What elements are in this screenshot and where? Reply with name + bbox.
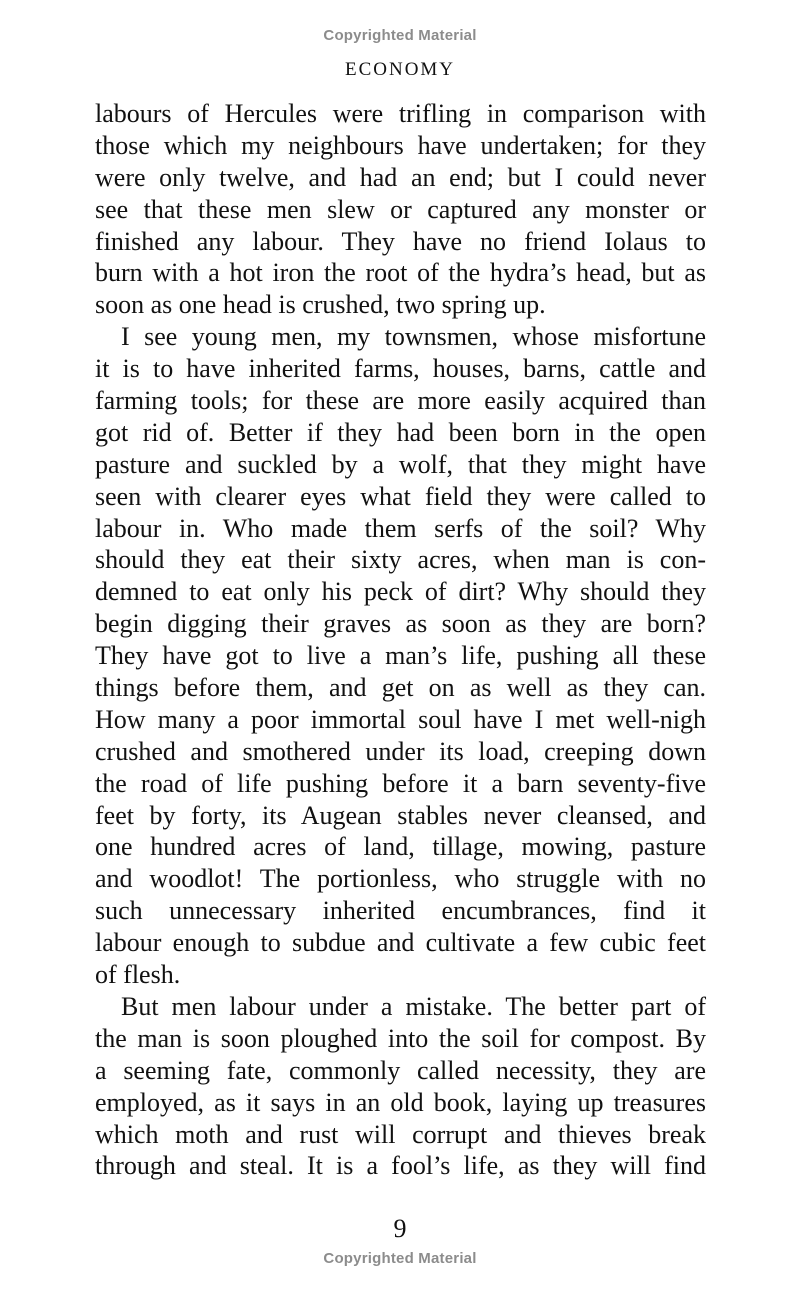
text-line: those which my neighbours have undertaken; for they	[95, 130, 706, 160]
paragraph	[95, 321, 706, 991]
text-line: begin digging their graves as soon as they are born?	[95, 609, 706, 639]
text-line: it is to have inherited farms, houses, barns, cattle and	[95, 354, 706, 384]
text-line: farming tools; for these are more easily acquired than	[95, 386, 706, 416]
text-line: finished any labour. They have no friend Iolaus to	[95, 226, 706, 256]
text-line: crushed and smothered under its load, creeping down	[95, 736, 706, 766]
text-line: labour in. Who made them serfs of the soil? Why	[95, 513, 706, 543]
text-line: such unnecessary inherited encumbrances, find it	[95, 896, 706, 926]
text-line: pasture and suckled by a wolf, that they might have	[95, 449, 706, 479]
text-line: should they eat their sixty acres, when man is con-	[95, 545, 706, 575]
paragraph	[95, 98, 706, 321]
text-line: But men labour under a mistake. The better part of	[121, 991, 706, 1021]
text-line: How many a poor immortal soul have I met well-nigh	[95, 704, 706, 734]
text-line: They have got to live a man’s life, pushing all these	[95, 641, 706, 671]
text-line: one hundred acres of land, tillage, mowing, pasture	[95, 832, 706, 862]
text-line: things before them, and get on as well as they can.	[95, 673, 706, 703]
copyright-notice-top: Copyrighted Material	[323, 27, 477, 44]
text-line: demned to eat only his peck of dirt? Why should they	[95, 577, 706, 607]
text-line: and woodlot! The portionless, who struggle with no	[95, 864, 706, 894]
text-line: see that these men slew or captured any monster or	[95, 194, 706, 224]
text-line: which moth and rust will corrupt and thieves break	[95, 1119, 706, 1149]
text-line: a seeming fate, commonly called necessity, they are	[95, 1055, 706, 1085]
text-line: labour enough to subdue and cultivate a few cubic feet	[95, 928, 706, 958]
text-line: were only twelve, and had an end; but I could never	[95, 162, 706, 192]
text-line: the man is soon ploughed into the soil for compost. By	[95, 1023, 706, 1053]
text-line: through and steal. It is a fool’s life, as they will find	[95, 1151, 706, 1181]
text-line: of flesh.	[95, 960, 181, 990]
paragraph	[95, 991, 706, 1182]
text-line: I see young men, my townsmen, whose misfortune	[121, 322, 706, 352]
text-line: seen with clearer eyes what field they were called to	[95, 481, 706, 511]
body-text	[95, 98, 706, 1182]
running-head: ECONOMY	[344, 59, 456, 80]
text-line: labours of Hercules were trifling in comparison with	[95, 99, 706, 128]
text-line: feet by forty, its Augean stables never cleansed, and	[95, 800, 706, 830]
page-number: 9	[393, 1214, 407, 1243]
copyright-notice-bottom: Copyrighted Material	[323, 1250, 477, 1267]
text-line: employed, as it says in an old book, laying up treasures	[95, 1087, 706, 1117]
text-line: soon as one head is crushed, two spring up.	[95, 290, 546, 320]
text-line: the road of life pushing before it a barn seventy-five	[95, 768, 706, 798]
text-line: burn with a hot iron the root of the hydra’s head, but as	[95, 258, 706, 288]
text-line: got rid of. Better if they had been born in the open	[95, 417, 706, 447]
